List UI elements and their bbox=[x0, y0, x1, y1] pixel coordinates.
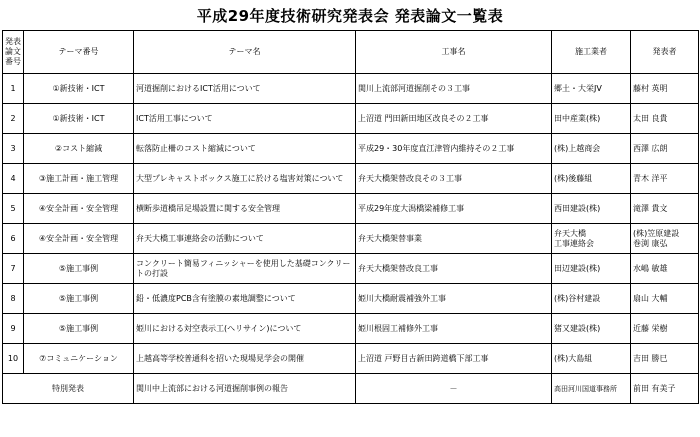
cell-work bbox=[356, 104, 552, 134]
table-row bbox=[3, 134, 699, 164]
cell-no-text: 10 bbox=[7, 353, 19, 363]
special-row bbox=[3, 374, 699, 404]
cell-no bbox=[3, 74, 24, 104]
cell-theme bbox=[134, 224, 356, 254]
cell-presenter bbox=[631, 224, 699, 254]
cell-presenter bbox=[631, 284, 699, 314]
cell-contractor-text: 猪又建設(株) bbox=[554, 323, 601, 333]
cell-contractor-text: (株)後藤組 bbox=[554, 173, 593, 183]
cell-theme bbox=[134, 104, 356, 134]
cell-presenter bbox=[631, 194, 699, 224]
cell-contractor bbox=[552, 164, 631, 194]
cell-theme-no bbox=[24, 344, 134, 374]
cell-theme-no-text: ④安全計画・安全管理 bbox=[38, 233, 119, 243]
cell-theme-no bbox=[24, 254, 134, 284]
cell-presenter bbox=[631, 134, 699, 164]
cell-theme bbox=[134, 134, 356, 164]
table-row bbox=[3, 284, 699, 314]
cell-no bbox=[3, 164, 24, 194]
cell-presenter-text: 藤村 英明 bbox=[633, 83, 668, 93]
cell-presenter bbox=[631, 344, 699, 374]
header-theme-no: テーマ番号 bbox=[24, 31, 134, 74]
presentation-table bbox=[2, 30, 699, 404]
cell-presenter-text: 滝澤 貴文 bbox=[633, 203, 668, 213]
cell-work-text: 弁天大橋架替改良工事 bbox=[358, 263, 438, 273]
cell-theme bbox=[134, 344, 356, 374]
cell-contractor bbox=[552, 284, 631, 314]
cell-theme-no bbox=[24, 104, 134, 134]
special-theme-text: 関川中上流部における河道掘削事例の報告 bbox=[136, 383, 288, 393]
cell-no bbox=[3, 344, 24, 374]
cell-contractor-text: (株)上越商会 bbox=[554, 143, 601, 153]
cell-presenter bbox=[631, 104, 699, 134]
cell-contractor bbox=[552, 254, 631, 284]
cell-theme-text: 転落防止柵のコスト縮減について bbox=[136, 143, 256, 153]
cell-no bbox=[3, 194, 24, 224]
cell-contractor bbox=[552, 344, 631, 374]
cell-no-text: 5 bbox=[10, 203, 16, 213]
cell-theme-no-text: ①新技術・ICT bbox=[52, 113, 105, 123]
cell-contractor bbox=[552, 104, 631, 134]
table-row bbox=[3, 74, 699, 104]
special-theme bbox=[134, 374, 356, 404]
cell-work bbox=[356, 344, 552, 374]
cell-no-text: 8 bbox=[10, 293, 16, 303]
cell-no-text: 6 bbox=[10, 233, 16, 243]
table-row bbox=[3, 344, 699, 374]
cell-theme-no-text: ⑤施工事例 bbox=[58, 323, 99, 333]
cell-no-text: 9 bbox=[10, 323, 16, 333]
cell-contractor bbox=[552, 134, 631, 164]
cell-theme-no bbox=[24, 314, 134, 344]
cell-work bbox=[356, 284, 552, 314]
cell-theme-no bbox=[24, 74, 134, 104]
cell-contractor-text: (株)谷村建設 bbox=[554, 293, 601, 303]
cell-presenter-text: 西澤 広朗 bbox=[633, 143, 668, 153]
table-row bbox=[3, 104, 699, 134]
cell-no-text: 3 bbox=[10, 143, 16, 153]
cell-work-text: 弁天大橋架替改良その３工事 bbox=[358, 173, 462, 183]
table-row bbox=[3, 194, 699, 224]
special-label-text: 特別発表 bbox=[52, 383, 84, 393]
cell-theme bbox=[134, 194, 356, 224]
table-header-row bbox=[3, 31, 699, 74]
cell-theme-text: 姫川における対空表示工(ヘリサイン)について bbox=[136, 323, 302, 333]
header-theme: テーマ名 bbox=[134, 31, 356, 74]
cell-work-text: 平成29・30年度直江津管内維持その２工事 bbox=[358, 143, 515, 153]
table-body bbox=[3, 74, 699, 404]
cell-contractor bbox=[552, 314, 631, 344]
cell-work bbox=[356, 254, 552, 284]
header-no bbox=[3, 31, 24, 74]
cell-theme-no bbox=[24, 194, 134, 224]
cell-theme-no-text: ②コスト縮減 bbox=[54, 143, 103, 153]
cell-theme-no-text: ⑤施工事例 bbox=[58, 293, 99, 303]
cell-theme-no-text: ①新技術・ICT bbox=[52, 83, 105, 93]
cell-theme-text: 鉛・低濃度PCB含有塗膜の素地調整について bbox=[136, 293, 296, 303]
special-work-text: － bbox=[449, 383, 458, 393]
cell-theme-no bbox=[24, 284, 134, 314]
cell-work bbox=[356, 134, 552, 164]
special-contractor-text: 高田河川国道事務所 bbox=[554, 384, 617, 393]
cell-no-text: 2 bbox=[10, 113, 16, 123]
cell-contractor bbox=[552, 224, 631, 254]
cell-contractor-text: 弁天大橋 工事連絡会 bbox=[554, 228, 594, 248]
cell-work-text: 弁天大橋架替事業 bbox=[358, 233, 422, 243]
cell-theme-text: 弁天大橋工事連絡会の活動について bbox=[136, 233, 264, 243]
cell-theme bbox=[134, 284, 356, 314]
special-contractor bbox=[552, 374, 631, 404]
cell-contractor bbox=[552, 194, 631, 224]
cell-no-text: 4 bbox=[10, 173, 16, 183]
cell-presenter bbox=[631, 314, 699, 344]
cell-work-text: 平成29年度大潟橋梁補修工事 bbox=[358, 203, 465, 213]
table-row bbox=[3, 314, 699, 344]
cell-no bbox=[3, 314, 24, 344]
cell-theme-no-text: ⑤施工事例 bbox=[58, 263, 99, 273]
cell-theme-text: ICT活用工事について bbox=[136, 113, 213, 123]
special-presenter-text: 前田 有美子 bbox=[633, 383, 676, 393]
cell-theme bbox=[134, 254, 356, 284]
header-work: 工事名 bbox=[356, 31, 552, 74]
cell-contractor bbox=[552, 74, 631, 104]
cell-presenter-text: 吉田 勝巳 bbox=[633, 353, 668, 363]
page-title: 平成29年度技術研究発表会 発表論文一覧表 bbox=[196, 7, 504, 25]
cell-contractor-text: (株)大島組 bbox=[554, 353, 593, 363]
cell-theme bbox=[134, 164, 356, 194]
cell-work bbox=[356, 74, 552, 104]
cell-presenter bbox=[631, 164, 699, 194]
cell-no-text: 1 bbox=[10, 83, 16, 93]
cell-presenter bbox=[631, 74, 699, 104]
special-presenter bbox=[631, 374, 699, 404]
cell-theme-no bbox=[24, 164, 134, 194]
table-row bbox=[3, 254, 699, 284]
cell-work-text: 関川上流部河道掘削その３工事 bbox=[358, 83, 470, 93]
header-contractor: 施工業者 bbox=[552, 31, 631, 74]
header-no-text: 発表 論文 番号 bbox=[5, 37, 21, 66]
cell-work-text: 姫川大橋耐震補強外工事 bbox=[358, 293, 446, 303]
header-presenter: 発表者 bbox=[631, 31, 699, 74]
cell-no bbox=[3, 104, 24, 134]
cell-no bbox=[3, 284, 24, 314]
cell-presenter bbox=[631, 254, 699, 284]
special-work bbox=[356, 374, 552, 404]
cell-theme-text: 大型プレキャストボックス施工に於ける塩害対策について bbox=[136, 173, 344, 183]
cell-presenter-text: (株)笠原建設 巻渕 康弘 bbox=[633, 228, 680, 248]
cell-work-text: 姫川根固工補修外工事 bbox=[358, 323, 438, 333]
cell-presenter-text: 水嶋 敏雄 bbox=[633, 263, 668, 273]
cell-theme-no-text: ④安全計画・安全管理 bbox=[38, 203, 119, 213]
cell-no bbox=[3, 134, 24, 164]
special-label bbox=[3, 374, 134, 404]
cell-theme-text: コンクリート簡易フィニッシャーを使用した基礎コンクリートの打設 bbox=[136, 258, 351, 278]
cell-theme bbox=[134, 74, 356, 104]
cell-theme-no bbox=[24, 224, 134, 254]
cell-contractor-text: 田辺建設(株) bbox=[554, 263, 601, 273]
cell-work bbox=[356, 194, 552, 224]
cell-theme bbox=[134, 314, 356, 344]
cell-no bbox=[3, 224, 24, 254]
cell-theme-no bbox=[24, 134, 134, 164]
cell-work-text: 上沼道 戸野目古新田跨道橋下部工事 bbox=[358, 353, 489, 363]
table-row bbox=[3, 164, 699, 194]
cell-theme-text: 横断歩道橋吊足場設置に関する安全管理 bbox=[136, 203, 280, 213]
cell-contractor-text: 田中産業(株) bbox=[554, 113, 601, 123]
cell-contractor-text: 西田建設(株) bbox=[554, 203, 601, 213]
cell-work bbox=[356, 224, 552, 254]
cell-work-text: 上沼道 門田新田地区改良その２工事 bbox=[358, 113, 489, 123]
cell-theme-text: 上越高等学校普通科を招いた現場見学会の開催 bbox=[136, 353, 304, 363]
cell-no bbox=[3, 254, 24, 284]
cell-contractor-text: 郷土・大栄JV bbox=[554, 83, 602, 93]
cell-presenter-text: 扇山 大輔 bbox=[633, 293, 668, 303]
cell-presenter-text: 太田 良貴 bbox=[633, 113, 668, 123]
cell-presenter-text: 近藤 栄樹 bbox=[633, 323, 668, 333]
cell-no-text: 7 bbox=[10, 263, 16, 273]
cell-theme-no-text: ⑦コミュニケーション bbox=[39, 353, 118, 363]
cell-theme-text: 河道掘削におけるICT活用について bbox=[136, 83, 261, 93]
cell-work bbox=[356, 164, 552, 194]
cell-theme-no-text: ③施工計画・施工管理 bbox=[38, 173, 119, 183]
cell-work bbox=[356, 314, 552, 344]
table-row bbox=[3, 224, 699, 254]
cell-presenter-text: 青木 洋平 bbox=[633, 173, 668, 183]
